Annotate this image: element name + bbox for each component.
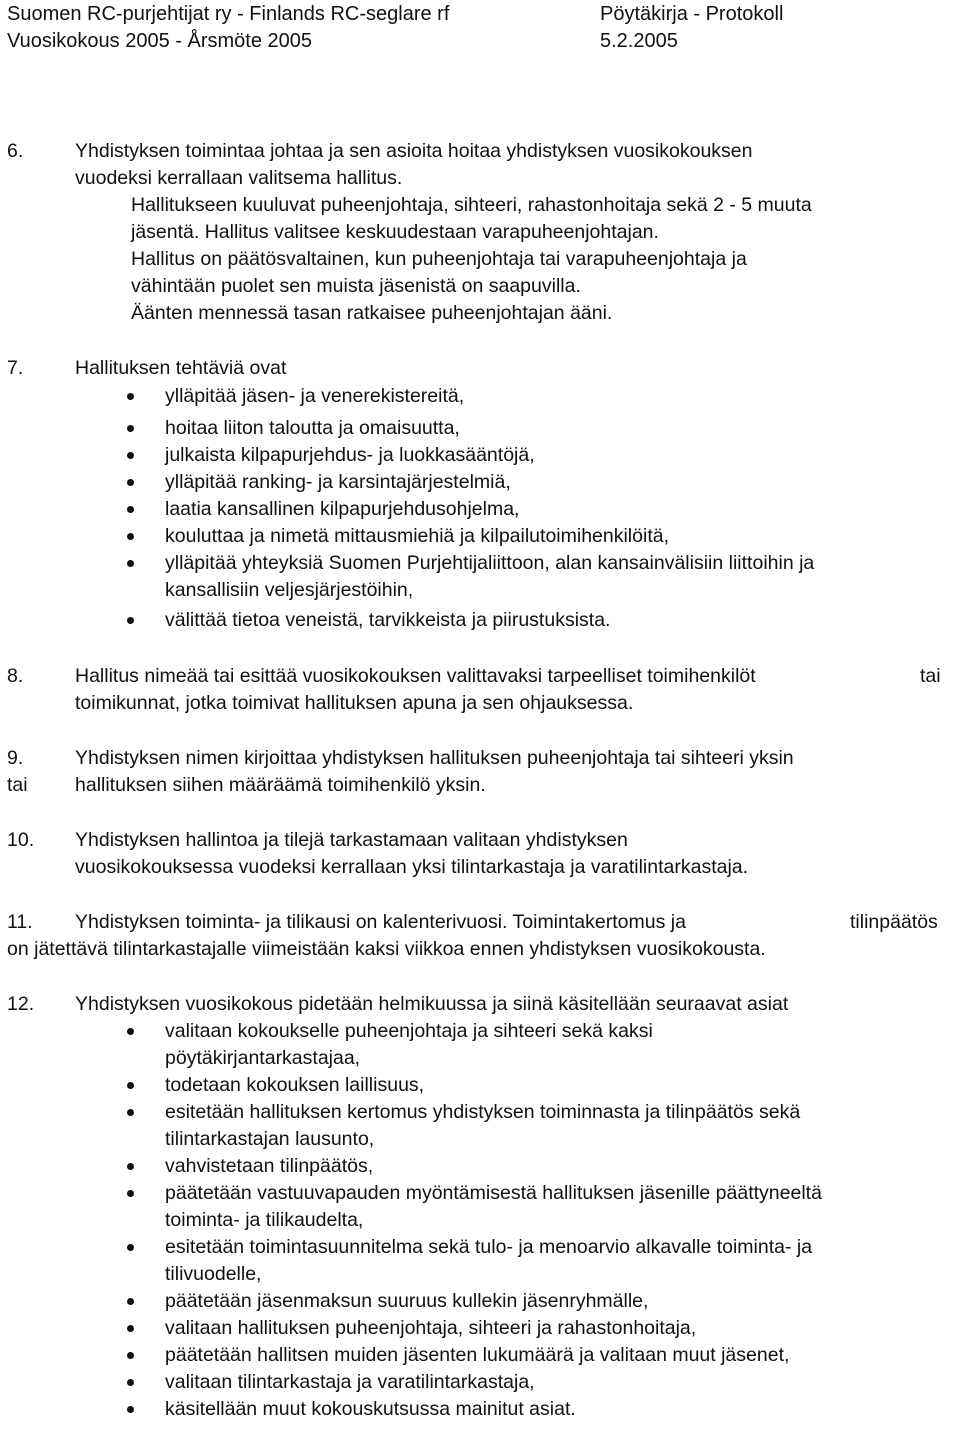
section-11-line: Yhdistyksen toiminta- ja tilikausi on kalenterivuosi. Toimintakertomus ja xyxy=(75,911,686,933)
section-9-line: Yhdistyksen nimen kirjoittaa yhdistyksen hallituksen puheenjohtaja tai sihteeri yksin xyxy=(75,747,794,769)
section-12-item-continued: tilintarkastajan lausunto, xyxy=(165,1128,375,1150)
section-12-item: käsitellään muut kokouskutsussa mainitut asiat. xyxy=(165,1398,576,1420)
section-11-line-tail: tilinpäätös xyxy=(850,911,938,933)
bullet-icon xyxy=(127,1298,134,1305)
section-7-item-continued: kansallisiin veljesjärjestöihin, xyxy=(165,579,414,601)
section-7-item: välittää tietoa veneistä, tarvikkeista ja piirustuksista. xyxy=(165,609,611,631)
section-10-line: vuosikokouksessa vuodeksi kerrallaan yksi tilintarkastaja ja varatilintarkastaja. xyxy=(75,856,749,878)
bullet-icon xyxy=(127,1352,134,1359)
bullet-icon xyxy=(127,1379,134,1386)
section-12-item-continued: pöytäkirjantarkastajaa, xyxy=(165,1047,361,1069)
section-10-number: 10. xyxy=(7,829,35,851)
section-9-line: hallituksen siihen määräämä toimihenkilö yksin. xyxy=(75,774,486,796)
section-7-item: ylläpitää jäsen- ja venerekistereitä, xyxy=(165,385,465,407)
header-meeting: Vuosikokous 2005 - Årsmöte 2005 xyxy=(7,30,312,52)
section-12-number: 12. xyxy=(7,993,35,1015)
section-7-item: ylläpitää ranking- ja karsintajärjestelmiä, xyxy=(165,471,511,493)
section-8-number: 8. xyxy=(7,665,24,687)
section-12-item: esitetään toimintasuunnitelma sekä tulo- ja menoarvio alkavalle toiminta- ja xyxy=(165,1236,813,1258)
section-7-item: hoitaa liiton taloutta ja omaisuutta, xyxy=(165,417,460,439)
bullet-icon xyxy=(127,425,134,432)
section-12-item-continued: toiminta- ja tilikaudelta, xyxy=(165,1209,364,1231)
section-12-item: esitetään hallituksen kertomus yhdistyksen toiminnasta ja tilinpäätös sekä xyxy=(165,1101,801,1123)
section-12-item: valitaan tilintarkastaja ja varatilintarkastaja, xyxy=(165,1371,535,1393)
bullet-icon xyxy=(127,506,134,513)
section-8-line: Hallitus nimeää tai esittää vuosikokouksen valittavaksi tarpeelliset toimihenkilöt xyxy=(75,665,756,687)
section-6-line: Äänten mennessä tasan ratkaisee puheenjohtajan ääni. xyxy=(131,302,613,324)
section-6-line: vuodeksi kerrallaan valitsema hallitus. xyxy=(75,167,403,189)
bullet-icon xyxy=(127,479,134,486)
section-7-intro: Hallituksen tehtäviä ovat xyxy=(75,357,287,379)
section-8-line: toimikunnat, jotka toimivat hallituksen apuna ja sen ohjauksessa. xyxy=(75,692,634,714)
section-11-number: 11. xyxy=(7,911,33,933)
bullet-icon xyxy=(127,393,134,400)
section-12-item: valitaan hallituksen puheenjohtaja, sihteeri ja rahastonhoitaja, xyxy=(165,1317,697,1339)
section-12-intro: Yhdistyksen vuosikokous pidetään helmikuussa ja siinä käsitellään seuraavat asiat xyxy=(75,993,789,1015)
bullet-icon xyxy=(127,533,134,540)
section-7-item: kouluttaa ja nimetä mittausmiehiä ja kilpailutoimihenkilöitä, xyxy=(165,525,670,547)
section-12-item-continued: tilivuodelle, xyxy=(165,1263,262,1285)
section-7-item: laatia kansallinen kilpapurjehdusohjelma, xyxy=(165,498,520,520)
bullet-icon xyxy=(127,1082,134,1089)
section-12-item: todetaan kokouksen laillisuus, xyxy=(165,1074,425,1096)
section-11-line: on jätettävä tilintarkastajalle viimeistään kaksi viikkoa ennen yhdistyksen vuosikokousta. xyxy=(7,938,766,960)
section-12-item: päätetään hallitsen muiden jäsenten lukumäärä ja valitaan muut jäsenet, xyxy=(165,1344,790,1366)
bullet-icon xyxy=(127,1028,134,1035)
section-6-line: Hallitus on päätösvaltainen, kun puheenjohtaja tai varapuheenjohtaja ja xyxy=(131,248,747,270)
section-12-item: päätetään jäsenmaksun suuruus kullekin jäsenryhmälle, xyxy=(165,1290,649,1312)
header-doc-type: Pöytäkirja - Protokoll xyxy=(600,3,784,25)
bullet-icon xyxy=(127,1190,134,1197)
section-10-line: Yhdistyksen hallintoa ja tilejä tarkastamaan valitaan yhdistyksen xyxy=(75,829,628,851)
section-6-number: 6. xyxy=(7,140,24,162)
section-6-line: vähintään puolet sen muista jäsenistä on saapuvilla. xyxy=(131,275,581,297)
section-7-item: ylläpitää yhteyksiä Suomen Purjehtijaliittoon, alan kansainvälisiin liittoihin ja xyxy=(165,552,815,574)
section-12-item: päätetään vastuuvapauden myöntämisestä hallituksen jäsenille päättyneeltä xyxy=(165,1182,822,1204)
bullet-icon xyxy=(127,1244,134,1251)
section-7-item: julkaista kilpapurjehdus- ja luokkasääntöjä, xyxy=(165,444,535,466)
section-12-item: vahvistetaan tilinpäätös, xyxy=(165,1155,374,1177)
section-9-line-head: tai xyxy=(7,774,28,796)
bullet-icon xyxy=(127,1406,134,1413)
bullet-icon xyxy=(127,560,134,567)
bullet-icon xyxy=(127,1163,134,1170)
section-8-line-tail: tai xyxy=(920,665,941,687)
section-6-line: jäsentä. Hallitus valitsee keskuudestaan varapuheenjohtajan. xyxy=(131,221,659,243)
section-6-line: Hallitukseen kuuluvat puheenjohtaja, sihteeri, rahastonhoitaja sekä 2 - 5 muuta xyxy=(131,194,812,216)
bullet-icon xyxy=(127,452,134,459)
bullet-icon xyxy=(127,1109,134,1116)
header-date: 5.2.2005 xyxy=(600,30,678,52)
section-12-item: valitaan kokoukselle puheenjohtaja ja sihteeri sekä kaksi xyxy=(165,1020,653,1042)
bullet-icon xyxy=(127,1325,134,1332)
bullet-icon xyxy=(127,617,134,624)
section-6-line: Yhdistyksen toimintaa johtaa ja sen asioita hoitaa yhdistyksen vuosikokouksen xyxy=(75,140,753,162)
section-9-number: 9. xyxy=(7,747,24,769)
section-7-number: 7. xyxy=(7,357,24,379)
header-org: Suomen RC-purjehtijat ry - Finlands RC-seglare rf xyxy=(7,3,450,25)
